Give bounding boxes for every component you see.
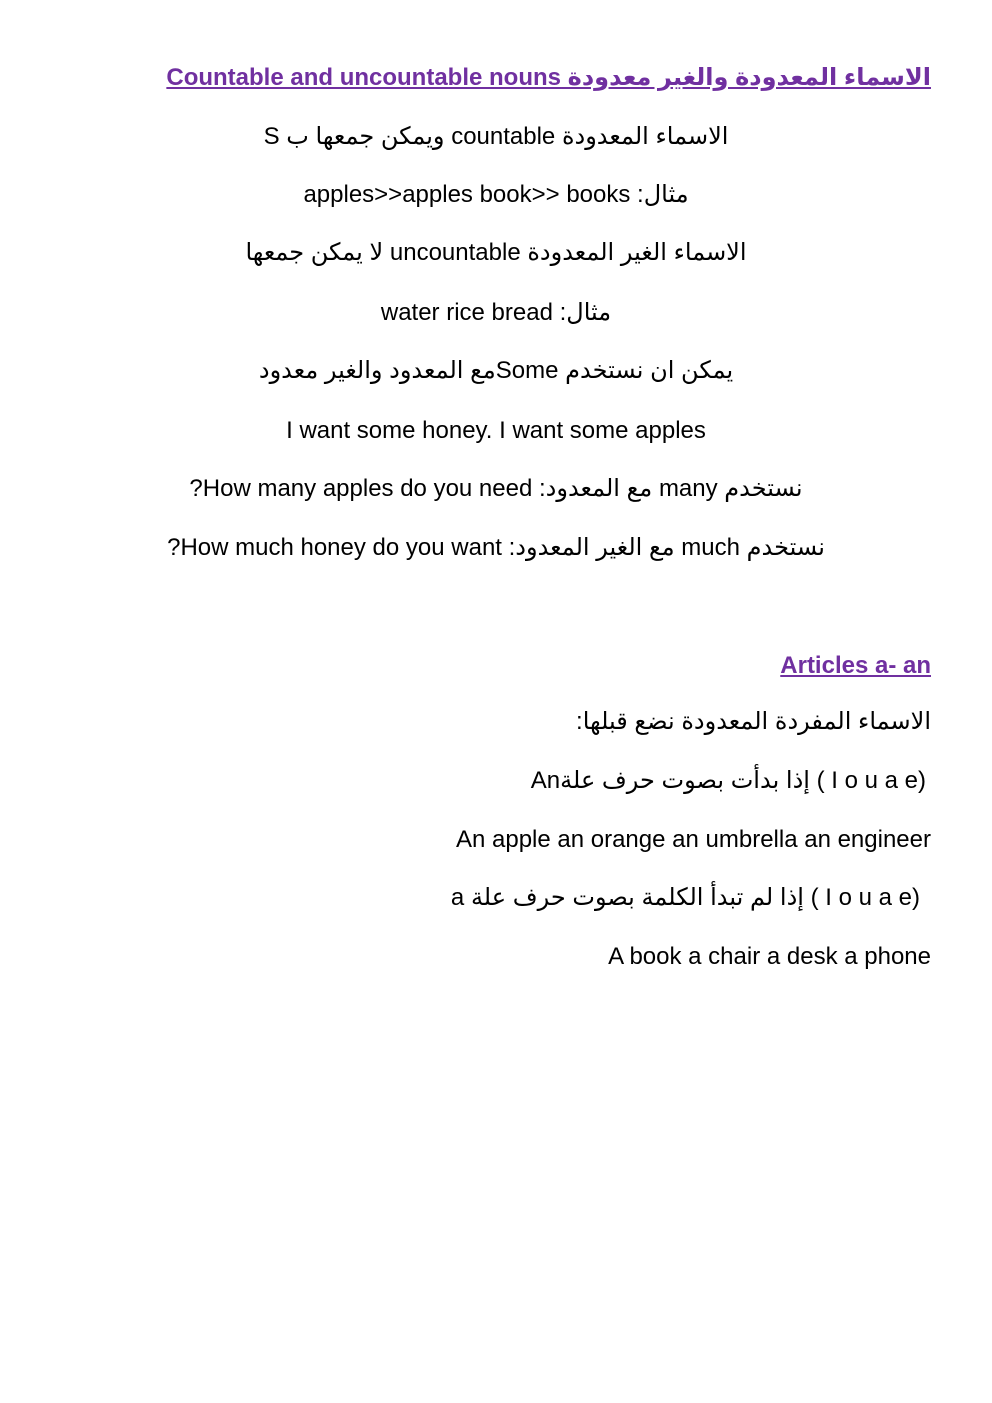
- uncountable-definition: الاسماء الغير المعدودة uncountable لا يمكن جمعها: [245, 239, 747, 266]
- many-usage-line: نستخدم many مع المعدود: How many apples do you need?: [189, 475, 803, 502]
- an-examples: An apple an orange an umbrella an engineer: [455, 826, 931, 853]
- some-example: I want some honey. I want some apples: [286, 417, 706, 444]
- section-heading-countable: الاسماء المعدودة والغير معدودة Countable and uncountable nouns: [166, 64, 931, 91]
- much-usage-line: نستخدم much مع الغير المعدود: How much honey do you want?: [167, 534, 825, 561]
- countable-definition: الاسماء المعدودة countable ويمكن جمعها ب S: [263, 123, 729, 150]
- articles-intro: الاسماء المفردة المعدودة نضع قبلها:: [576, 708, 931, 735]
- section-heading-articles: Articles a- an: [780, 652, 931, 679]
- a-examples: A book a chair a desk a phone: [608, 943, 931, 970]
- countable-example: مثال: apples>>apples book>> books: [303, 181, 689, 208]
- an-rule: Anإذا بدأت بصوت حرف علة ( I o u a e): [530, 767, 926, 794]
- some-usage-note: يمكن ان نستخدم Someمع المعدود والغير معدود: [258, 357, 734, 384]
- uncountable-example: مثال: water rice bread: [380, 299, 612, 326]
- a-rule: a إذا لم تبدأ الكلمة بصوت حرف علة ( I o u a e): [450, 884, 920, 911]
